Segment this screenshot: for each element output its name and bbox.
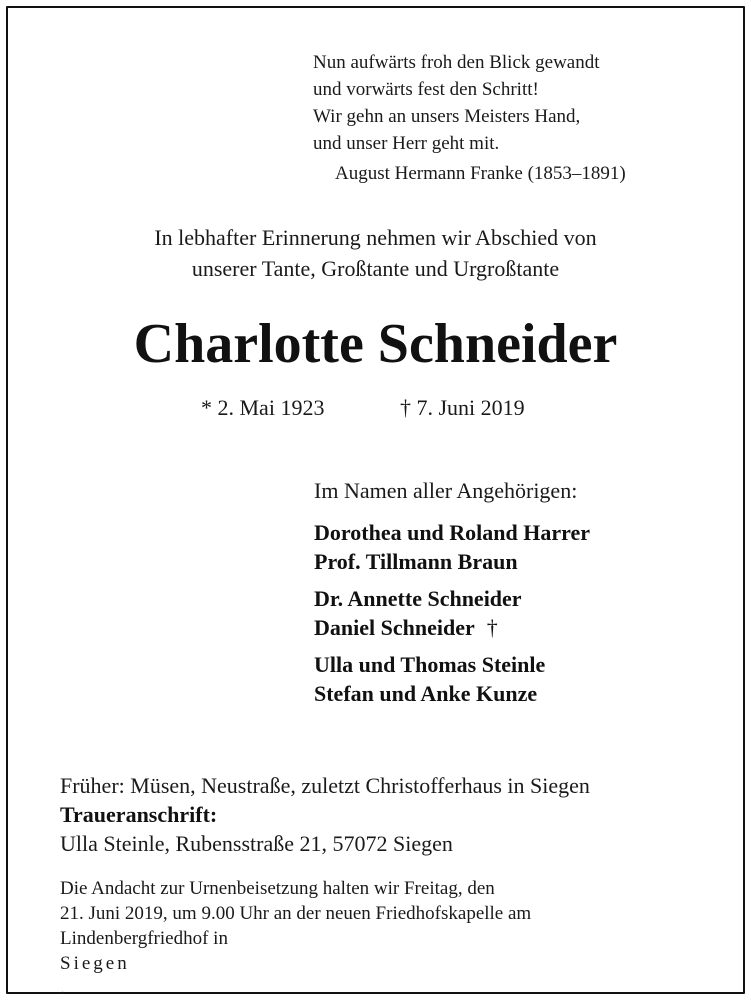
- mourning-address: Ulla Steinle, Rubensstraße 21, 57072 Siegen: [60, 831, 453, 856]
- mourning-address-heading: Traueranschrift:: [60, 802, 218, 827]
- service-line-3-suffix: .: [60, 978, 65, 999]
- birth-date: * 2. Mai 1923: [201, 395, 325, 420]
- poem-line: und vorwärts fest den Schritt!: [313, 79, 539, 100]
- intro-line-2: unserer Tante, Großtante und Urgroßtante: [191, 256, 560, 281]
- poem-block: [313, 49, 626, 187]
- service-line-3: [60, 926, 531, 1001]
- signer-group: [314, 584, 590, 642]
- family-signers: [314, 518, 590, 716]
- poem-line: Wir gehn an unsers Meisters Hand,: [313, 106, 581, 127]
- former-residence: Früher: Müsen, Neustraße, zuletzt Christofferhaus in Siegen: [60, 773, 590, 798]
- signer-group: [314, 650, 590, 708]
- service-info: [60, 876, 531, 1001]
- signer-name-text: Daniel Schneider: [314, 615, 475, 640]
- poem-line: Nun aufwärts froh den Blick gewandt: [313, 52, 600, 73]
- signer-name-deceased: [314, 613, 590, 642]
- poem-author: August Hermann Franke (1853–1891): [335, 163, 626, 184]
- service-line-1: Die Andacht zur Urnenbeisetzung halten wir Freitag, den: [60, 878, 495, 899]
- signer-group: [314, 518, 590, 576]
- signer-name: Prof. Tillmann Braun: [314, 549, 518, 574]
- cross-icon: †: [486, 615, 498, 640]
- service-line-2: 21. Juni 2019, um 9.00 Uhr an der neuen Friedhofskapelle am: [60, 903, 532, 924]
- deceased-name: Charlotte Schneider: [133, 313, 618, 375]
- intro-text: [0, 222, 751, 284]
- intro-line-1: In lebhafter Erinnerung nehmen wir Abschied von: [154, 225, 597, 250]
- service-place: Siegen: [60, 953, 130, 974]
- service-line-3-prefix: Lindenbergfriedhof in: [60, 928, 228, 949]
- signer-name: Ulla und Thomas Steinle: [314, 652, 546, 677]
- signers-intro: Im Namen aller Angehörigen:: [314, 478, 578, 503]
- poem-line: und unser Herr geht mit.: [313, 133, 500, 154]
- signer-name: Stefan und Anke Kunze: [314, 681, 538, 706]
- death-date: † 7. Juni 2019: [400, 395, 525, 420]
- signer-name: Dorothea und Roland Harrer: [314, 520, 591, 545]
- address-block: [60, 771, 590, 858]
- signer-name: Dr. Annette Schneider: [314, 586, 522, 611]
